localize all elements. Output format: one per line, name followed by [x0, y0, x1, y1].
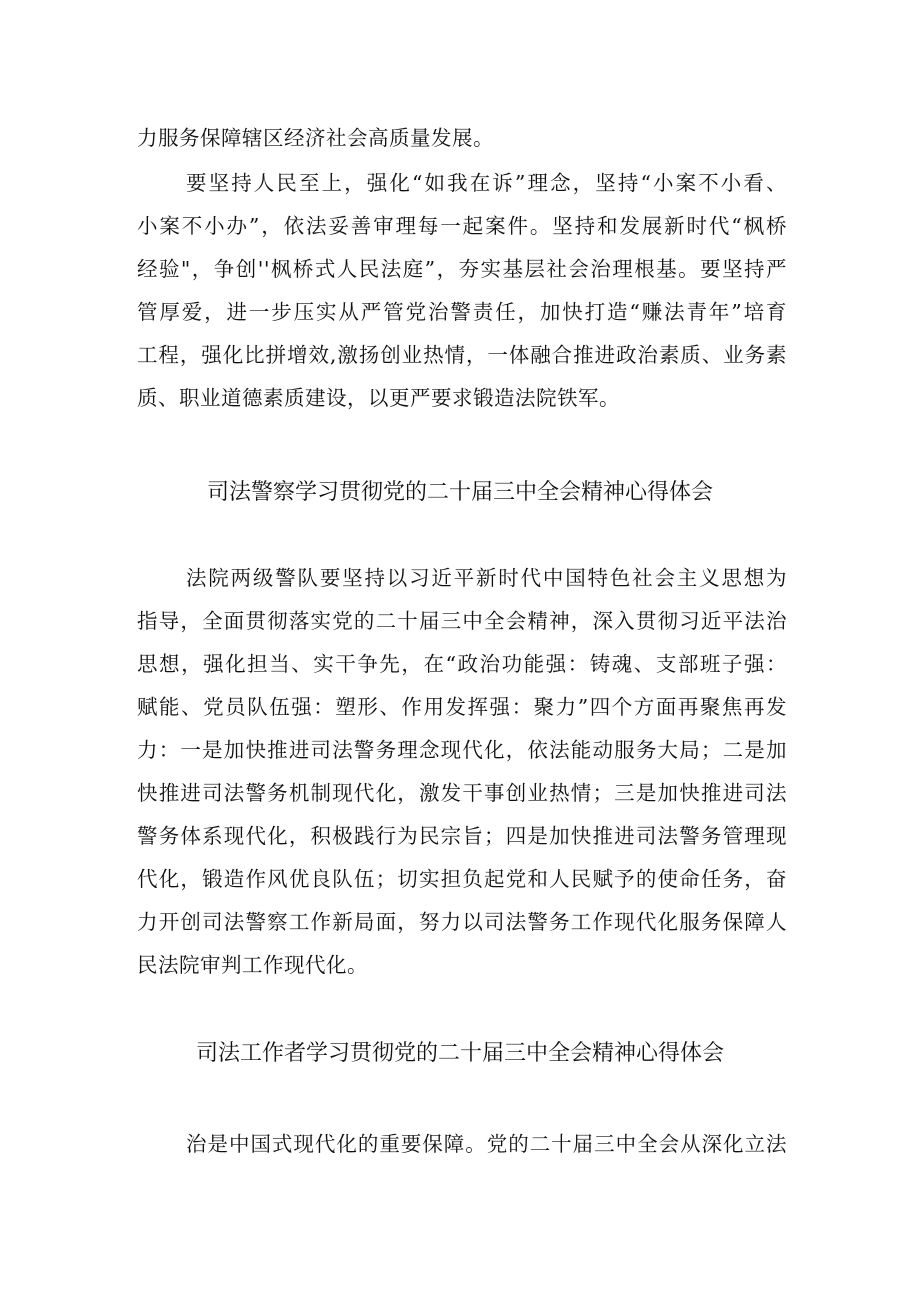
paragraph-2-line-5: 工程，强化比拼增效,激扬创业热情，一体融合推进政治素质、业务素: [137, 343, 787, 367]
paragraph-3-line-10: 民法院审判工作现代化。: [137, 953, 368, 977]
paragraph-2-line-1: 要坚持人民至上，强化“如我在诉”理念，坚持“小案不小看、: [186, 171, 787, 195]
paragraph-3-line-9: 力开创司法警察工作新局面，努力以司法警务工作现代化服务保障人: [137, 910, 787, 934]
paragraph-4-line-1: 治是中国式现代化的重要保障。党的二十届三中全会从深化立法: [186, 1132, 787, 1156]
paragraph-2-line-2: 小案不小办”，依法妥善审理每一起案件。坚持和发展新时代“枫桥: [137, 214, 787, 238]
paragraph-3-line-6: 快推进司法警务机制现代化，激发干事创业热情；三是加快推进司法: [137, 781, 787, 805]
paragraph-3-line-3: 思想，强化担当、实干争先，在“政治功能强：铸魂、支部班子强：: [137, 652, 787, 676]
paragraph-3-line-4: 赋能、党员队伍强：塑形、作用发挥强：聚力”四个方面再聚焦再发: [137, 695, 787, 719]
section-heading-1: 司法警察学习贯彻党的二十届三中全会精神心得体会: [206, 480, 713, 505]
paragraph-3-line-5: 力：一是加快推进司法警务理念现代化，依法能动服务大局；二是加: [137, 738, 787, 762]
paragraph-3-line-2: 指导，全面贯彻落实党的二十届三中全会精神，深入贯彻习近平法治: [137, 609, 787, 633]
paragraph-3-line-1: 法院两级警队要坚持以习近平新时代中国特色社会主义思想为: [186, 566, 787, 590]
paragraph-2-line-3: 经验"，争创''枫桥式人民法庭”，夯实基层社会治理根基。要坚持严: [137, 257, 787, 281]
paragraph-2-line-6: 质、职业道德素质建设，以更严要求锻造法院铁军。: [137, 386, 620, 410]
paragraph-3-line-7: 警务体系现代化，积极践行为民宗旨；四是加快推进司法警务管理现: [137, 824, 787, 848]
paragraph-2-line-4: 管厚爱，进一步压实从严管党治警责任，加快打造“赚法青年”培育: [137, 300, 787, 324]
section-heading-2: 司法工作者学习贯彻党的二十届三中全会精神心得体会: [195, 1041, 724, 1066]
paragraph-1-line-1: 力服务保障辖区经济社会高质量发展。: [137, 126, 494, 150]
paragraph-3-line-8: 代化，锻造作风优良队伍；切实担负起党和人民赋予的使命任务，奋: [137, 867, 787, 891]
